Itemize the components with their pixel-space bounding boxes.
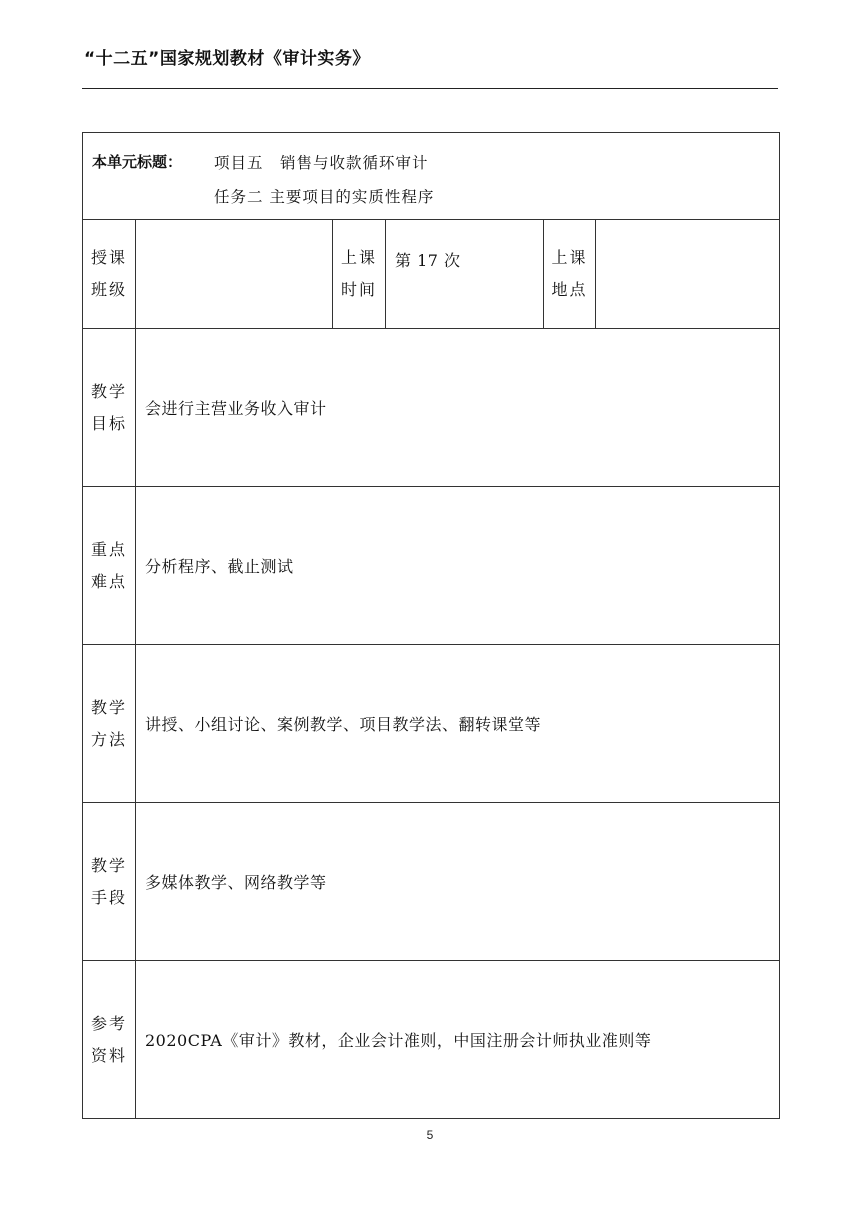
teaching-objective-row bbox=[83, 329, 780, 487]
row-label: 教学 目标 bbox=[83, 329, 136, 487]
header-rule bbox=[82, 88, 778, 89]
place-value bbox=[596, 220, 780, 329]
unit-task: 任务二 主要项目的实质性程序 bbox=[214, 188, 435, 206]
row-label: 重点 难点 bbox=[83, 487, 136, 645]
time-value: 第 17 次 bbox=[386, 220, 544, 329]
info-row bbox=[83, 220, 780, 329]
lesson-plan-table bbox=[82, 132, 780, 1119]
unit-title-cell bbox=[83, 133, 780, 220]
teaching-means-row bbox=[83, 803, 780, 961]
teaching-method-row bbox=[83, 645, 780, 803]
place-label: 上课 地点 bbox=[544, 220, 596, 329]
teaching-means-value: 多媒体教学、网络教学等 bbox=[136, 803, 780, 961]
unit-title-label: 本单元标题： bbox=[92, 153, 183, 171]
unit-title-row bbox=[83, 133, 780, 220]
key-difficulty-row bbox=[83, 487, 780, 645]
row-label: 教学 手段 bbox=[83, 803, 136, 961]
unit-project: 项目五 销售与收款循环审计 bbox=[214, 154, 429, 172]
class-label: 授课 班级 bbox=[83, 220, 136, 329]
teaching-method-value: 讲授、小组讨论、案例教学、项目教学法、翻转课堂等 bbox=[136, 645, 780, 803]
row-label: 教学 方法 bbox=[83, 645, 136, 803]
row-label: 参考 资料 bbox=[83, 961, 136, 1119]
time-label: 上课 时间 bbox=[333, 220, 386, 329]
teaching-objective-value: 会进行主营业务收入审计 bbox=[136, 329, 780, 487]
page-number: 5 bbox=[426, 1128, 434, 1142]
key-difficulty-value: 分析程序、截止测试 bbox=[136, 487, 780, 645]
class-value bbox=[136, 220, 333, 329]
reference-value: 2020CPA《审计》教材，企业会计准则，中国注册会计师执业准则等 bbox=[136, 961, 780, 1119]
document-header: “十二五”国家规划教材《审计实务》 bbox=[84, 49, 370, 69]
reference-row bbox=[83, 961, 780, 1119]
